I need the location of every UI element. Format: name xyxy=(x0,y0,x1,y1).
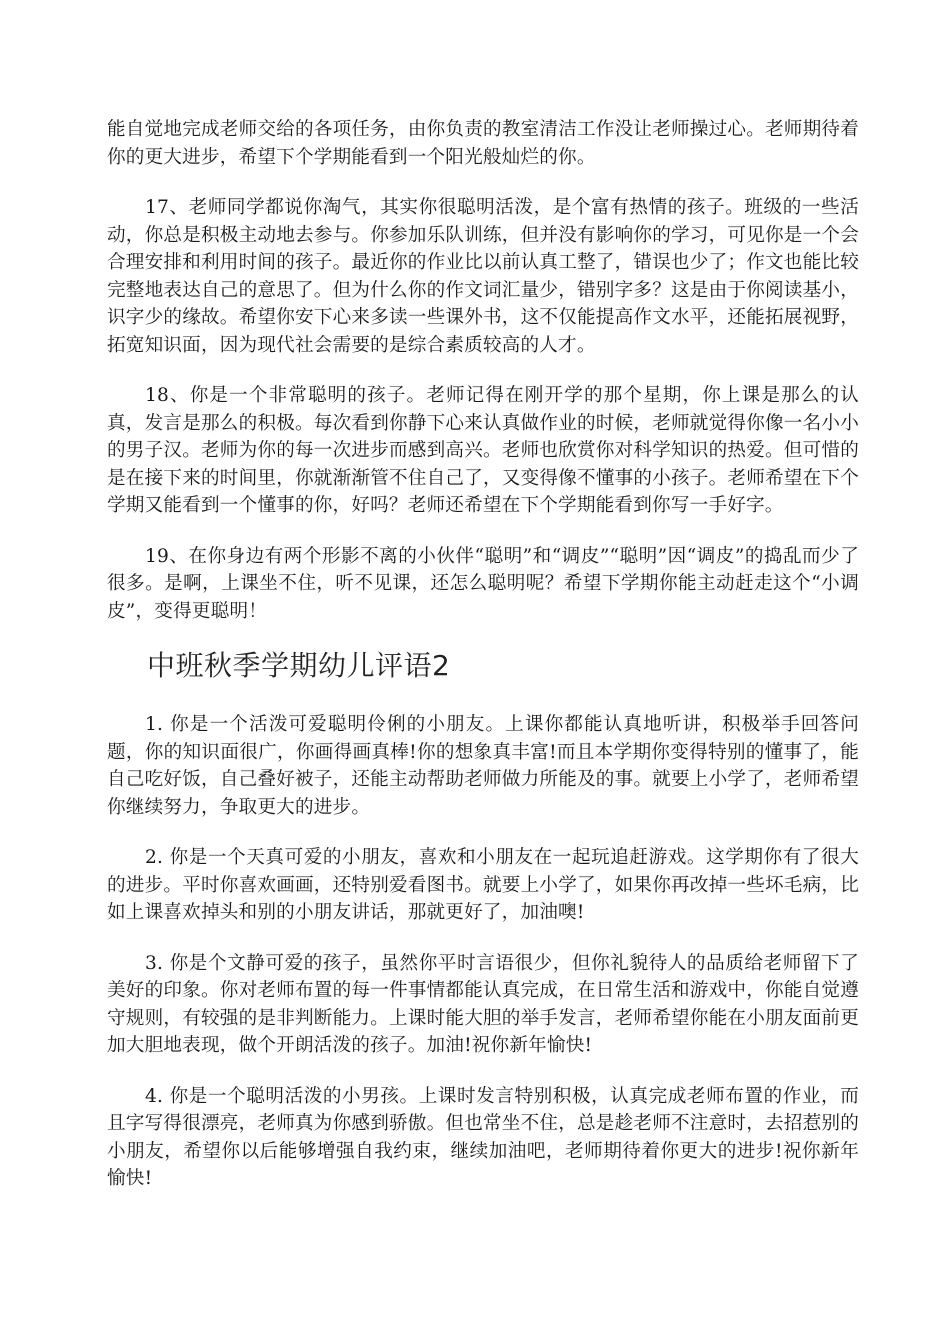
paragraph-comment-1: 1. 你是一个活泼可爱聪明伶俐的小朋友。上课你都能认真地听讲，积极举手回答问题，你的知识面很广，你画得画真棒!你的想象真丰富!而且本学期你变得特别的懂事了，能自己吃好饭，自己叠好被子，还能主动帮助老师做力所能及的事。就要上小学了，老师希望你继续努力，争取更大的进步。 xyxy=(107,714,859,818)
paragraph-comment-2: 2. 你是一个天真可爱的小朋友，喜欢和小朋友在一起玩追赶游戏。这学期你有了很大的进步。平时你喜欢画画，还特别爱看图书。就要上小学了，如果你再改掉一些坏毛病，比如上课喜欢掉头和别的小朋友讲话，那就更好了，加油噢! xyxy=(107,847,859,923)
paragraph-comment-17: 17、老师同学都说你淘气，其实你很聪明活泼，是个富有热情的孩子。班级的一些活动，你总是积极主动地去参与。你参加乐队训练，但并没有影响你的学习，可见你是一个会合理安排和利用时间的孩子。最近你的作业比以前认真工整了，错误也少了；作文也能比较完整地表达自己的意思了。但为什么你的作文词汇量少，错别字多？这是由于你阅读基小，识字少的缘故。希望你安下心来多读一些课外书，这不仅能提高作文水平，还能拓展视野，拓宽知识面，因为现代社会需要的是综合素质较高的人才。 xyxy=(107,197,859,356)
section-heading: 中班秋季学期幼儿评语2 xyxy=(147,649,451,682)
paragraph-comment-19: 19、在你身边有两个形影不离的小伙伴“聪明”和“调皮”“聪明”因“调皮”的捣乱而少了很多。是啊，上课坐不住，听不见课，还怎么聪明呢？希望下学期你能主动赶走这个“小调皮”，变得更聪明！ xyxy=(107,545,859,622)
paragraph-continuation: 能自觉地完成老师交给的各项任务，由你负责的教室清洁工作没让老师操过心。老师期待着你的更大进步，希望下个学期能看到一个阳光般灿烂的你。 xyxy=(107,119,859,168)
paragraph-comment-3: 3. 你是个文静可爱的孩子，虽然你平时言语很少，但你礼貌待人的品质给老师留下了美好的印象。你对老师布置的每一件事情都能认真完成，在日常生活和游戏中，你能自觉遵守规则，有较强的是非判断能力。上课时能大胆的举手发言，老师希望你能在小朋友面前更加大胆地表现，做个开朗活泼的孩子。加油!祝你新年愉快! xyxy=(107,952,859,1056)
document-page xyxy=(107,116,859,1216)
paragraph-comment-18: 18、你是一个非常聪明的孩子。老师记得在刚开学的那个星期，你上课是那么的认真，发言是那么的积极。每次看到你静下心来认真做作业的时候，老师就觉得你像一名小小的男子汉。老师为你的每一次进步而感到高兴。老师也欣赏你对科学知识的热爱。但可惜的是在接下来的时间里，你就渐渐管不住自己了，又变得像不懂事的小孩子。老师希望在下个学期又能看到一个懂事的你，好吗？老师还希望在下个学期能看到你写一手好字。 xyxy=(107,385,859,516)
paragraph-comment-4: 4. 你是一个聪明活泼的小男孩。上课时发言特别积极，认真完成老师布置的作业，而且字写得很漂亮，老师真为你感到骄傲。但也常坐不住，总是趁老师不注意时，去招惹别的小朋友，希望你以后能够增强自我约束，继续加油吧，老师期待着你更大的进步!祝你新年愉快! xyxy=(107,1085,859,1189)
